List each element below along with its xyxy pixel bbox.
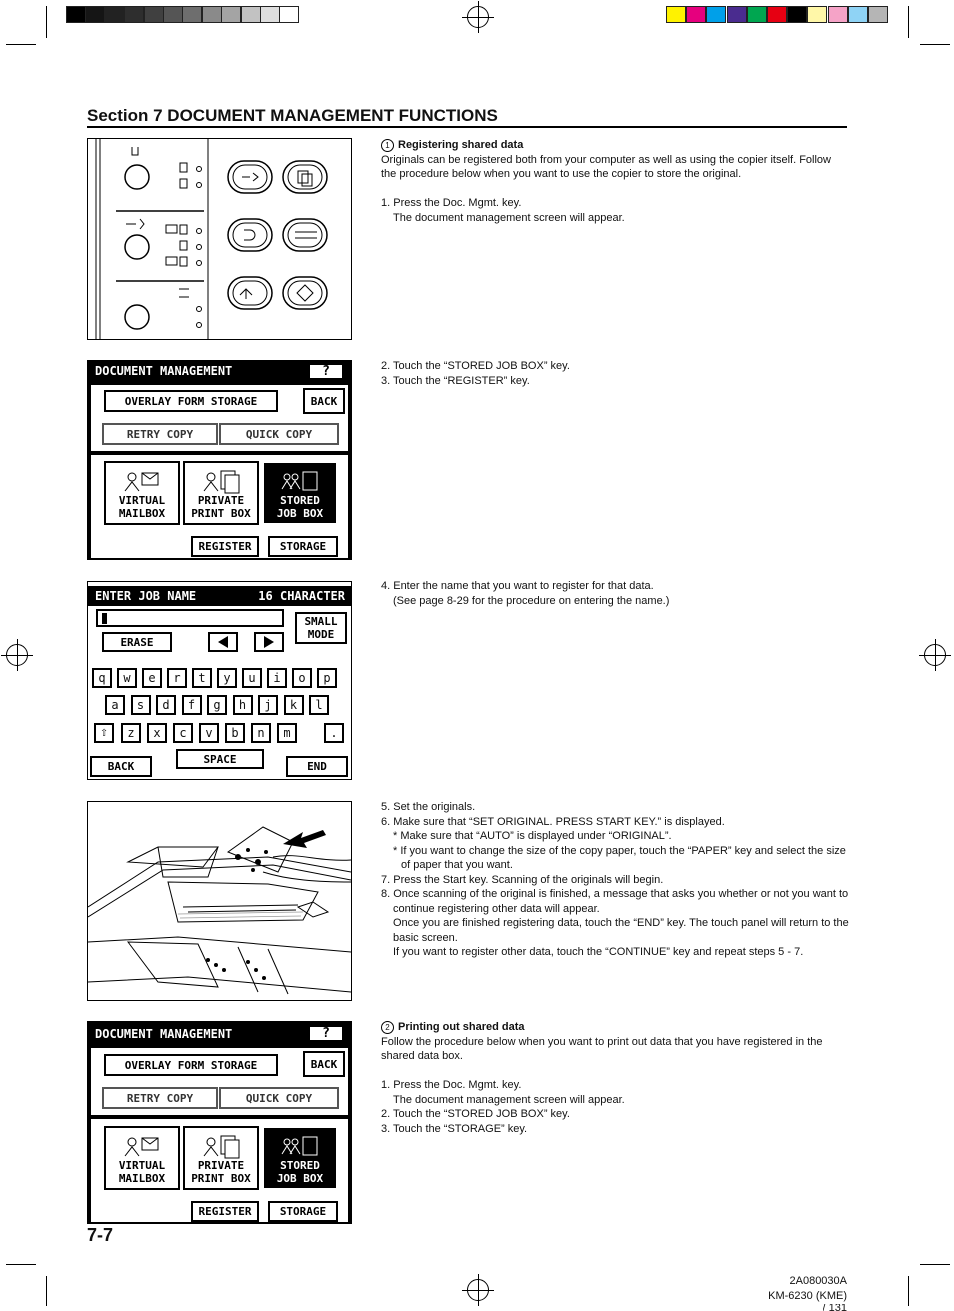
enter-job-name-title: ENTER JOB NAME — [95, 589, 197, 603]
color-swatch — [686, 6, 706, 23]
step-7: 7. Press the Start key. Scanning of the originals will begin. — [381, 873, 664, 886]
gray-swatch — [85, 6, 105, 23]
section-rule — [87, 126, 847, 128]
doc-code: 2A080030A — [789, 1275, 847, 1287]
stored-job-box-icon — [280, 1134, 320, 1164]
small-mode-button[interactable] — [295, 612, 347, 644]
register-button[interactable]: REGISTER — [191, 1201, 259, 1222]
color-swatch — [787, 6, 807, 23]
end-button[interactable]: END — [286, 756, 348, 777]
crop-mark — [6, 44, 36, 45]
stored-job-box-icon — [280, 469, 320, 499]
step-1: 1. Press the Doc. Mgmt. key. — [381, 1079, 522, 1091]
intro-text: Originals can be registered both from your computer as well as using the copier itself. Follow the procedure below when you want to use the copier to store the original. — [381, 153, 831, 180]
stored-job-box-label: STORED JOB BOX — [276, 494, 324, 520]
quick-copy-button: QUICK COPY — [219, 423, 339, 445]
step-1: 1. Press the Doc. Mgmt. key. — [381, 197, 522, 209]
model-name: KM-6230 (KME) — [768, 1290, 847, 1302]
virtual-mailbox-button[interactable] — [104, 1126, 180, 1190]
job-name-input[interactable] — [96, 609, 284, 627]
key-h[interactable]: h — [233, 695, 253, 715]
storage-button[interactable]: STORAGE — [268, 1201, 338, 1222]
crop-mark — [908, 1276, 909, 1306]
crop-mark — [46, 1276, 47, 1306]
stored-job-box-button[interactable] — [262, 461, 338, 525]
color-swatch — [666, 6, 686, 23]
key-z[interactable]: z — [121, 723, 141, 743]
step-1-sub: The document management screen will appear. — [393, 1093, 625, 1106]
crop-mark — [920, 44, 950, 45]
crop-mark — [920, 1264, 950, 1265]
key-v[interactable]: v — [199, 723, 219, 743]
crop-mark — [6, 1264, 36, 1265]
section-title: Section 7 DOCUMENT MANAGEMENT FUNCTIONS — [87, 106, 498, 125]
virtual-mailbox-label: VIRTUAL MAILBOX — [118, 494, 166, 520]
mailbox-icon — [122, 469, 162, 499]
block-registering-shared-data — [381, 138, 849, 225]
key-t[interactable]: t — [192, 668, 212, 688]
help-button[interactable]: ? — [308, 1025, 344, 1042]
color-swatch — [807, 6, 827, 23]
copier-illustration — [88, 802, 351, 1000]
color-swatch — [828, 6, 848, 23]
retry-copy-button: RETRY COPY — [102, 423, 218, 445]
private-print-box-label: PRIVATE PRINT BOX — [191, 1159, 251, 1185]
private-print-box-button[interactable] — [183, 461, 259, 525]
operation-panel-figure — [87, 138, 352, 340]
stored-job-box-button[interactable] — [262, 1126, 338, 1190]
overlay-form-storage-button[interactable]: OVERLAY FORM STORAGE — [104, 390, 278, 412]
key-i[interactable]: i — [267, 668, 287, 688]
registration-mark-left — [6, 644, 28, 666]
key-b[interactable]: b — [225, 723, 245, 743]
erase-button[interactable]: ERASE — [102, 632, 172, 652]
small-mode-label-1: SMALL — [304, 615, 338, 628]
set-originals-illustration — [87, 801, 352, 1001]
key-k[interactable]: k — [284, 695, 304, 715]
block-printing-shared-data — [381, 1020, 849, 1136]
private-box-icon — [201, 469, 241, 499]
step-2: 2. Touch the “STORED JOB BOX” key. — [381, 1108, 570, 1120]
virtual-mailbox-button[interactable] — [104, 461, 180, 525]
color-swatch — [848, 6, 868, 23]
step-6: 6. Make sure that “SET ORIGINAL. PRESS START KEY.” is displayed. — [381, 815, 725, 828]
gray-swatch — [144, 6, 164, 23]
back-button[interactable]: BACK — [303, 1051, 345, 1077]
gray-swatch — [260, 6, 280, 23]
gray-swatch — [163, 6, 183, 23]
space-key[interactable]: SPACE — [176, 749, 264, 769]
registration-mark-top — [467, 6, 489, 28]
key-n[interactable]: n — [251, 723, 271, 743]
gray-swatch — [66, 6, 86, 23]
crop-mark — [908, 6, 909, 38]
block-scanning-steps — [381, 800, 849, 960]
key-w[interactable]: w — [117, 668, 137, 688]
screen-title: DOCUMENT MANAGEMENT — [88, 1024, 351, 1045]
cursor-left-button[interactable] — [208, 632, 238, 652]
register-button[interactable]: REGISTER — [191, 536, 259, 557]
document-management-screen-register — [87, 360, 352, 560]
text-cursor — [102, 613, 107, 624]
cursor-right-button[interactable] — [254, 632, 284, 652]
key-q[interactable]: q — [92, 668, 112, 688]
key-u[interactable]: u — [242, 668, 262, 688]
stored-job-box-label: STORED JOB BOX — [276, 1159, 324, 1185]
step-4: 4. Enter the name that you want to register for that data. — [381, 580, 654, 592]
arrow-left-icon — [218, 636, 228, 648]
color-swatch — [747, 6, 767, 23]
step-8-sub-1: Once you are finished registering data, touch the “END” key. The touch panel will return to the basic screen. — [393, 917, 849, 944]
key-x[interactable]: x — [147, 723, 167, 743]
key-a[interactable]: a — [105, 695, 125, 715]
help-button[interactable]: ? — [308, 363, 344, 380]
key-j[interactable]: j — [258, 695, 278, 715]
key-l[interactable]: l — [309, 695, 329, 715]
screen-title: DOCUMENT MANAGEMENT — [88, 361, 351, 382]
key-y[interactable]: y — [217, 668, 237, 688]
back-button[interactable]: BACK — [90, 756, 152, 777]
gray-swatch — [105, 6, 125, 23]
gray-swatch — [279, 6, 299, 23]
shift-key[interactable]: ⇧ — [94, 723, 114, 743]
step-6-note-2: * If you want to change the size of the copy paper, touch the “PAPER” key and select the size of paper that you want. — [393, 844, 846, 871]
step-number-circle: 2 — [381, 1021, 394, 1034]
small-mode-label-2: MODE — [307, 628, 335, 641]
color-swatch — [706, 6, 726, 23]
key-p[interactable]: p — [317, 668, 337, 688]
key-g[interactable]: g — [207, 695, 227, 715]
step-3: 3. Touch the “STORAGE” key. — [381, 1122, 528, 1135]
step-5: 5. Set the originals. — [381, 801, 476, 813]
key-m[interactable]: m — [277, 723, 297, 743]
step-number-circle: 1 — [381, 139, 394, 152]
virtual-mailbox-label: VIRTUAL MAILBOX — [118, 1159, 166, 1185]
step-1-sub: The document management screen will appear. — [393, 211, 625, 224]
character-limit: 16 CHARACTER — [258, 589, 345, 603]
registration-mark-bottom — [467, 1279, 489, 1301]
key-e[interactable]: e — [142, 668, 162, 688]
document-management-screen-storage — [87, 1021, 352, 1224]
gray-swatch — [221, 6, 241, 23]
private-print-box-label: PRIVATE PRINT BOX — [191, 494, 251, 520]
step-8: 8. Once scanning of the original is finished, a message that asks you whether or not you want to continue registering other data will appear. — [381, 888, 849, 915]
step-4-sub: (See page 8-29 for the procedure on entering the name.) — [393, 594, 670, 607]
gray-swatch — [241, 6, 261, 23]
color-swatch — [868, 6, 888, 23]
intro-text: Follow the procedure below when you want to print out data that you have registered in the shared data box. — [381, 1035, 823, 1062]
back-button[interactable]: BACK — [303, 388, 345, 414]
crop-mark — [46, 6, 47, 38]
registration-mark-right — [924, 644, 946, 666]
step-2: 2. Touch the “STORED JOB BOX” key. — [381, 360, 570, 372]
private-print-box-button[interactable] — [183, 1126, 259, 1190]
block-register-steps — [381, 359, 849, 388]
key-r[interactable]: r — [167, 668, 187, 688]
step-3: 3. Touch the “REGISTER” key. — [381, 374, 530, 387]
mailbox-icon — [122, 1134, 162, 1164]
step-8-sub-2: If you want to register other data, touch the “CONTINUE” key and repeat steps 5 - 7. — [393, 946, 804, 958]
period-key[interactable]: . — [324, 723, 344, 743]
color-swatch — [727, 6, 747, 23]
heading-printing: Printing out shared data — [398, 1021, 525, 1033]
color-swatch — [767, 6, 787, 23]
quick-copy-button: QUICK COPY — [219, 1087, 339, 1109]
retry-copy-button: RETRY COPY — [102, 1087, 218, 1109]
block-enter-name — [381, 579, 849, 608]
enter-job-name-screen — [87, 581, 352, 780]
operation-panel-illustration — [88, 139, 351, 339]
gray-swatch — [202, 6, 222, 23]
storage-button[interactable]: STORAGE — [268, 536, 338, 557]
page-count: / 131 — [822, 1304, 847, 1311]
key-d[interactable]: d — [156, 695, 176, 715]
step-6-note-1: * Make sure that “AUTO” is displayed under “ORIGINAL”. — [393, 830, 672, 842]
gray-swatch — [124, 6, 144, 23]
page-number: 7-7 — [87, 1225, 114, 1245]
gray-swatch — [182, 6, 202, 23]
key-s[interactable]: s — [131, 695, 151, 715]
key-o[interactable]: o — [292, 668, 312, 688]
overlay-form-storage-button[interactable]: OVERLAY FORM STORAGE — [104, 1054, 278, 1076]
key-c[interactable]: c — [173, 723, 193, 743]
key-f[interactable]: f — [182, 695, 202, 715]
heading-registering: Registering shared data — [398, 139, 524, 151]
private-box-icon — [201, 1134, 241, 1164]
arrow-right-icon — [264, 636, 274, 648]
keyboard-title-bar — [88, 586, 351, 606]
